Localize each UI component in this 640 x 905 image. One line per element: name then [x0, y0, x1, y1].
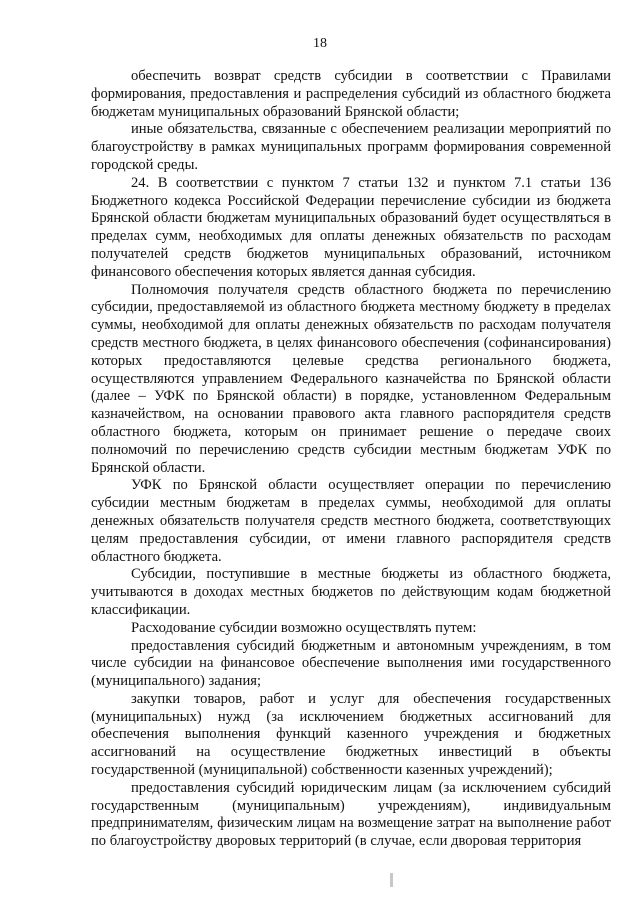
paragraph-clause-24: 24. В соответствии с пунктом 7 статьи 132 и пунктом 7.1 статьи 136 Бюджетного кодекса Российской Федерации перечисление субсидии из бюджета Брянской области бюджетам муниципальных образований будет осуществляться в пределах сумм, необходимых для оплаты денежных обязательств по расходам получателей средств бюджетов муниципальных образований, источником финансового обеспечения которых является данная субсидия. — [91, 174, 611, 280]
page-number: 18 — [313, 36, 327, 51]
paragraph-subsidies-income: Субсидии, поступившие в местные бюджеты из областного бюджета, учитываются в доходах местных бюджетов по действующим кодам бюджетной классификации. — [91, 566, 611, 618]
paragraph-list-item-subsidies-legal-entities: предоставления субсидий юридическим лицам (за исключением субсидий государственным (муниципальным) учреждениям), индивидуальным предпринимателям, физическим лицам на возмещение затрат на выполнение работ по благоустройству дворовых территорий (в случае, если дворовая территория — [91, 779, 611, 850]
paragraph-spending-methods: Расходование субсидии возможно осуществлять путем: — [131, 619, 477, 636]
scan-mark — [390, 873, 393, 887]
paragraph-powers-of-recipient: Полномочия получателя средств областного бюджета по перечислению субсидии, предоставляемой из областного бюджета местному бюджету в пределах суммы, необходимой для оплаты денежных обязательств по расходам получателя средств местного бюджета, в целях финансового обеспечения (софинансирования) которых предоставляются целевые средства регионального бюджета, осуществляются управлением Федерального казначейства по Брянской области (далее – УФК по Брянской области) в порядке, установленном Федеральным казначейством, на основании правового акта главного распорядителя средств областного бюджета, которым он принимает решение о передаче своих полномочий по перечислению средств субсидии местным бюджетам УФК по Брянской области. — [91, 281, 611, 476]
document-body — [91, 68, 611, 851]
paragraph-other-obligations: иные обязательства, связанные с обеспечением реализации мероприятий по благоустройству в рамках муниципальных программ формирования современной городской среды. — [91, 121, 611, 173]
paragraph-ufk-operations: УФК по Брянской области осуществляет операции по перечислению субсидии местным бюджетам в пределах суммы, необходимой для оплаты денежных обязательств получателя средств местного бюджета, соответствующих целям предоставления субсидии, от имени главного распорядителя средств областного бюджета. — [91, 477, 611, 565]
paragraph-list-item-procurement: закупки товаров, работ и услуг для обеспечения государственных (муниципальных) нужд (за исключением бюджетных ассигнований для обеспечения выполнения функций казенного учреждения и бюджетных ассигнований на осуществление бюджетных инвестиций в объекты государственной (муниципальной) собственности казенных учреждений); — [91, 690, 611, 779]
paragraph-list-item-subsidies-institutions: предоставления субсидий бюджетным и автономным учреждениям, в том числе субсидии на финансовое обеспечение выполнения ими государственного (муниципального) задания; — [91, 637, 611, 690]
paragraph-return-funds: обеспечить возврат средств субсидии в соответствии с Правилами формирования, предоставления и распределения субсидий из областного бюджета бюджетам муниципальных образований Брянской области; — [91, 68, 611, 120]
